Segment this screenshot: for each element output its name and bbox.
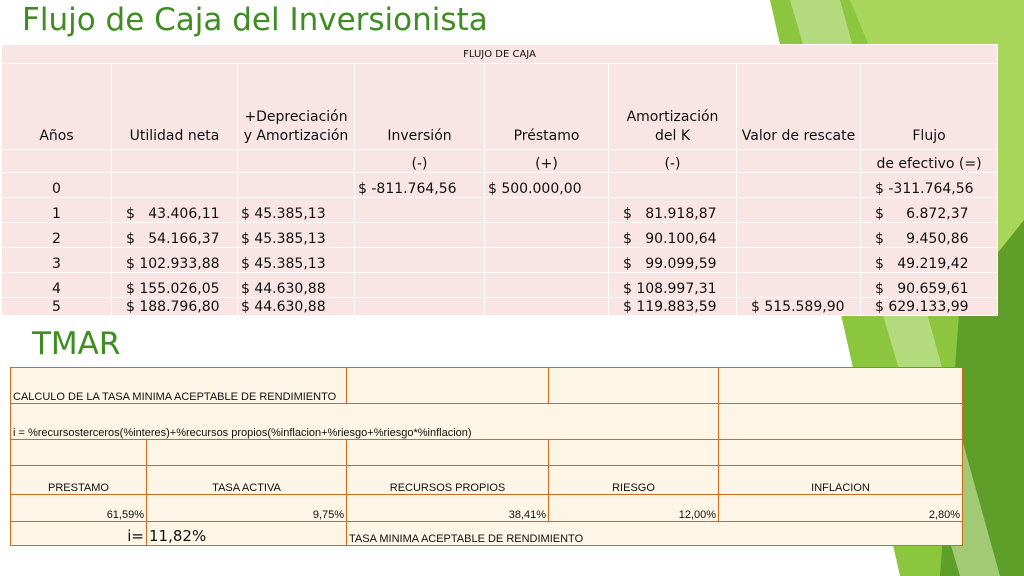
- empty-cell: [347, 440, 549, 466]
- header-prestamo: Préstamo: [485, 64, 609, 150]
- inversion-cell: $ -811.764,56: [355, 173, 485, 198]
- table-row: [2, 248, 998, 273]
- header-depreciacion: +Depreciación y Amortización: [238, 64, 355, 150]
- inversion-cell: [355, 198, 485, 223]
- header-flujo: Flujo: [861, 64, 998, 150]
- sign-cell: (-): [609, 150, 737, 173]
- amortizacion-cell: $ 108.997,31: [609, 273, 737, 298]
- header-anos: Años: [2, 64, 112, 150]
- depreciacion-cell: [238, 173, 355, 198]
- header-valor-rescate: Valor de rescate: [737, 64, 861, 150]
- tmar-title: TMAR: [32, 326, 121, 362]
- empty-cell: [347, 368, 549, 404]
- sign-cell: [112, 150, 238, 173]
- result-value: 11,82%: [147, 522, 347, 546]
- flujo-cell: $ -311.764,56: [861, 173, 998, 198]
- utilidad-cell: $ 188.796,80: [112, 298, 238, 316]
- sign-cell: (-): [355, 150, 485, 173]
- empty-cell: [719, 368, 963, 404]
- prestamo-cell: [485, 248, 609, 273]
- header-tasa-activa: TASA ACTIVA: [147, 466, 347, 495]
- year-cell: 0: [2, 173, 112, 198]
- amortizacion-cell: $ 99.099,59: [609, 248, 737, 273]
- cash-flow-table: [1, 44, 998, 316]
- sign-cell: [238, 150, 355, 173]
- header-riesgo: RIESGO: [549, 466, 719, 495]
- cash-flow-sign-row: [2, 150, 998, 173]
- depreciacion-cell: $ 45.385,13: [238, 198, 355, 223]
- table-row: [2, 223, 998, 248]
- table-row: [2, 198, 998, 223]
- table-row: [2, 273, 998, 298]
- value-prestamo: 61,59%: [11, 495, 147, 522]
- table-row: [2, 173, 998, 198]
- tmar-value-row: [11, 495, 963, 522]
- rescate-cell: [737, 248, 861, 273]
- empty-cell: [719, 440, 963, 466]
- prestamo-cell: [485, 298, 609, 316]
- header-recursos-propios: RECURSOS PROPIOS: [347, 466, 549, 495]
- utilidad-cell: [112, 173, 238, 198]
- tmar-result-row: [11, 522, 963, 546]
- depreciacion-cell: $ 44.630,88: [238, 298, 355, 316]
- year-cell: 1: [2, 198, 112, 223]
- sign-cell: [737, 150, 861, 173]
- page-title: Flujo de Caja del Inversionista: [22, 2, 488, 38]
- value-riesgo: 12,00%: [549, 495, 719, 522]
- depreciacion-cell: $ 45.385,13: [238, 223, 355, 248]
- header-amortizacion: Amortización del K: [609, 64, 737, 150]
- table-row: [2, 298, 998, 316]
- rescate-cell: [737, 173, 861, 198]
- rescate-cell: [737, 273, 861, 298]
- depreciacion-cell: $ 45.385,13: [238, 248, 355, 273]
- value-recursos-propios: 38,41%: [347, 495, 549, 522]
- rescate-cell: [737, 223, 861, 248]
- flujo-cell: $ 629.133,99: [861, 298, 998, 316]
- year-cell: 2: [2, 223, 112, 248]
- year-cell: 3: [2, 248, 112, 273]
- empty-cell: [719, 404, 963, 440]
- cash-flow-header-row: [2, 64, 998, 150]
- flujo-cell: $ 49.219,42: [861, 248, 998, 273]
- value-inflacion: 2,80%: [719, 495, 963, 522]
- amortizacion-cell: $ 81.918,87: [609, 198, 737, 223]
- empty-cell: [11, 440, 147, 466]
- utilidad-cell: $ 54.166,37: [112, 223, 238, 248]
- tmar-table: [10, 367, 963, 546]
- inversion-cell: [355, 273, 485, 298]
- cash-flow-caption: FLUJO DE CAJA: [2, 45, 998, 64]
- empty-cell: [549, 440, 719, 466]
- value-tasa-activa: 9,75%: [147, 495, 347, 522]
- depreciacion-cell: $ 44.630,88: [238, 273, 355, 298]
- prestamo-cell: [485, 273, 609, 298]
- sign-cell: [2, 150, 112, 173]
- prestamo-cell: [485, 198, 609, 223]
- header-prestamo: PRESTAMO: [11, 466, 147, 495]
- empty-cell: [549, 368, 719, 404]
- year-cell: 4: [2, 273, 112, 298]
- prestamo-cell: [485, 223, 609, 248]
- prestamo-cell: $ 500.000,00: [485, 173, 609, 198]
- header-inversion: Inversión: [355, 64, 485, 150]
- result-label: i=: [11, 522, 147, 546]
- sign-cell: de efectivo (=): [861, 150, 998, 173]
- inversion-cell: [355, 298, 485, 316]
- rescate-cell: $ 515.589,90: [737, 298, 861, 316]
- calc-label: CALCULO DE LA TASA MINIMA ACEPTABLE DE RENDIMIENTO: [11, 368, 347, 404]
- header-utilidad-neta: Utilidad neta: [112, 64, 238, 150]
- utilidad-cell: $ 155.026,05: [112, 273, 238, 298]
- utilidad-cell: $ 102.933,88: [112, 248, 238, 273]
- amortizacion-cell: $ 119.883,59: [609, 298, 737, 316]
- empty-cell: [147, 440, 347, 466]
- inversion-cell: [355, 248, 485, 273]
- flujo-cell: $ 6.872,37: [861, 198, 998, 223]
- year-cell: 5: [2, 298, 112, 316]
- result-description: TASA MINIMA ACEPTABLE DE RENDIMIENTO: [347, 522, 963, 546]
- rescate-cell: [737, 198, 861, 223]
- flujo-cell: $ 9.450,86: [861, 223, 998, 248]
- sign-cell: (+): [485, 150, 609, 173]
- header-inflacion: INFLACION: [719, 466, 963, 495]
- inversion-cell: [355, 223, 485, 248]
- flujo-cell: $ 90.659,61: [861, 273, 998, 298]
- utilidad-cell: $ 43.406,11: [112, 198, 238, 223]
- amortizacion-cell: $ 90.100,64: [609, 223, 737, 248]
- amortizacion-cell: [609, 173, 737, 198]
- tmar-header-row: [11, 466, 963, 495]
- formula-text: i = %recursosterceros(%interes)+%recursos propios(%inflacion+%riesgo+%riesgo*%inflacion): [11, 404, 719, 440]
